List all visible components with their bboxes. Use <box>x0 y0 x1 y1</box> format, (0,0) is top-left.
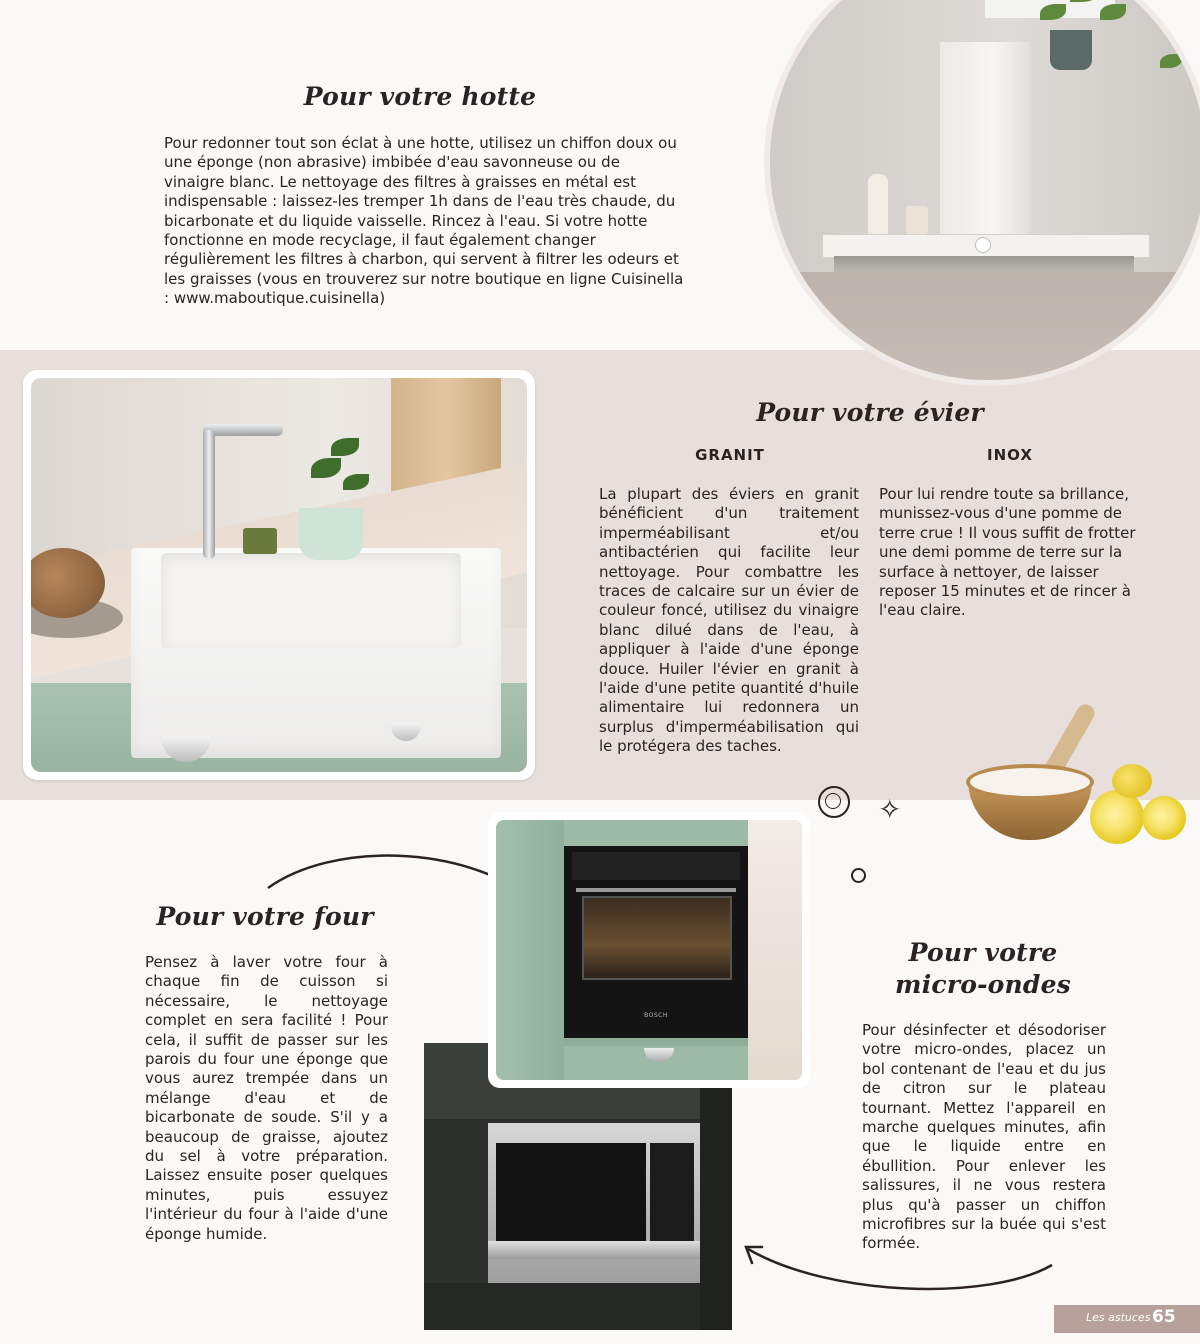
hotte-text: Pour redonner tout son éclat à une hotte, utilisez un chiffon doux ou une éponge (non abrasive) imbibée d'eau savonneuse ou de vinaigre blanc. Le nettoyage des filtres à graisses en métal est indispensable : laissez-les tremper 1h dans de l'eau très chaude, du bicarbonate et du liquide vaisselle. Rincez à l'eau. Si votre hotte fonctionne en mode recyclage, il faut également changer régulièrement les filtres à charbon, qui servent à filtrer les odeurs et les graisses (vous en trouverez sur notre boutique en ligne Cuisinella : www.maboutique.cuisinella) <box>164 134 684 308</box>
page-footer-tab <box>1054 1305 1200 1333</box>
granit-text: La plupart des éviers en granit bénéficient d'un traitement imperméabilisant et/ou antibactérien qui facilite leur nettoyage. Pour combattre les traces de calcaire sur un évier de couleur foncé, utilisez du vinaigre blanc dilué dans de l'eau, à appliquer à l'aide d'une éponge douce. Huiler l'évier en granit à l'aide d'une petite quantité d'huile alimentaire lui redonnera un surplus d'imperméabilisation qui le protégera des taches. <box>599 485 859 756</box>
deco-ring-inner <box>825 793 841 809</box>
four-title: Pour votre four <box>156 902 374 931</box>
deco-ring-small <box>851 868 866 883</box>
hood-photo <box>770 0 1200 380</box>
footer-section-label: Les astuces · <box>1086 1311 1158 1324</box>
page-number: 65 <box>1152 1307 1176 1327</box>
granit-heading: GRANIT <box>695 446 765 464</box>
inox-text: Pour lui rendre toute sa brillance, munissez-vous d'une pomme de terre crue ! Il vous suffit de frotter une demi pomme de terre sur la surface à nettoyer, de laisser reposer 15 minutes et de rincer à l'eau claire. <box>879 485 1136 620</box>
oven-brand: BOSCH <box>644 1012 668 1019</box>
sparkle-icon: ✧ <box>878 793 902 826</box>
oven-photo <box>488 812 810 1088</box>
lemon-half-2 <box>1142 796 1186 840</box>
lemon-whole <box>1112 764 1152 798</box>
microondes-title-line2: micro-ondes <box>895 970 1071 999</box>
sink-photo <box>23 370 535 780</box>
evier-title: Pour votre évier <box>756 398 984 427</box>
lemon-half-1 <box>1090 790 1144 844</box>
bicarbonate-powder <box>970 768 1090 796</box>
microondes-text: Pour désinfecter et désodoriser votre micro-ondes, placez un bol contenant de l'eau et du jus de citron sur le plateau tournant. Mettez l'appareil en marche quelques minutes, afin que le liquide entre en ébullition. Pour enlever les salissures, il ne vous restera plus qu'à passer un chiffon microfibres sur la buée qui s'est formée. <box>862 1021 1106 1253</box>
inox-heading: INOX <box>987 446 1033 464</box>
microondes-title-line1: Pour votre <box>908 938 1058 967</box>
hotte-title: Pour votre hotte <box>303 82 537 111</box>
four-text: Pensez à laver votre four à chaque fin de cuisson si nécessaire, le nettoyage complet en sera facilité ! Pour cela, il suffit de passer sur les parois du four une éponge que vous aurez trempée dans un mélange d'eau et de bicarbonate de soude. S'il y a beaucoup de graisse, ajoutez du sel à votre préparation. Laissez ensuite poser quelques minutes, puis essuyez l'intérieur du four à l'aide d'une éponge humide. <box>145 953 388 1243</box>
